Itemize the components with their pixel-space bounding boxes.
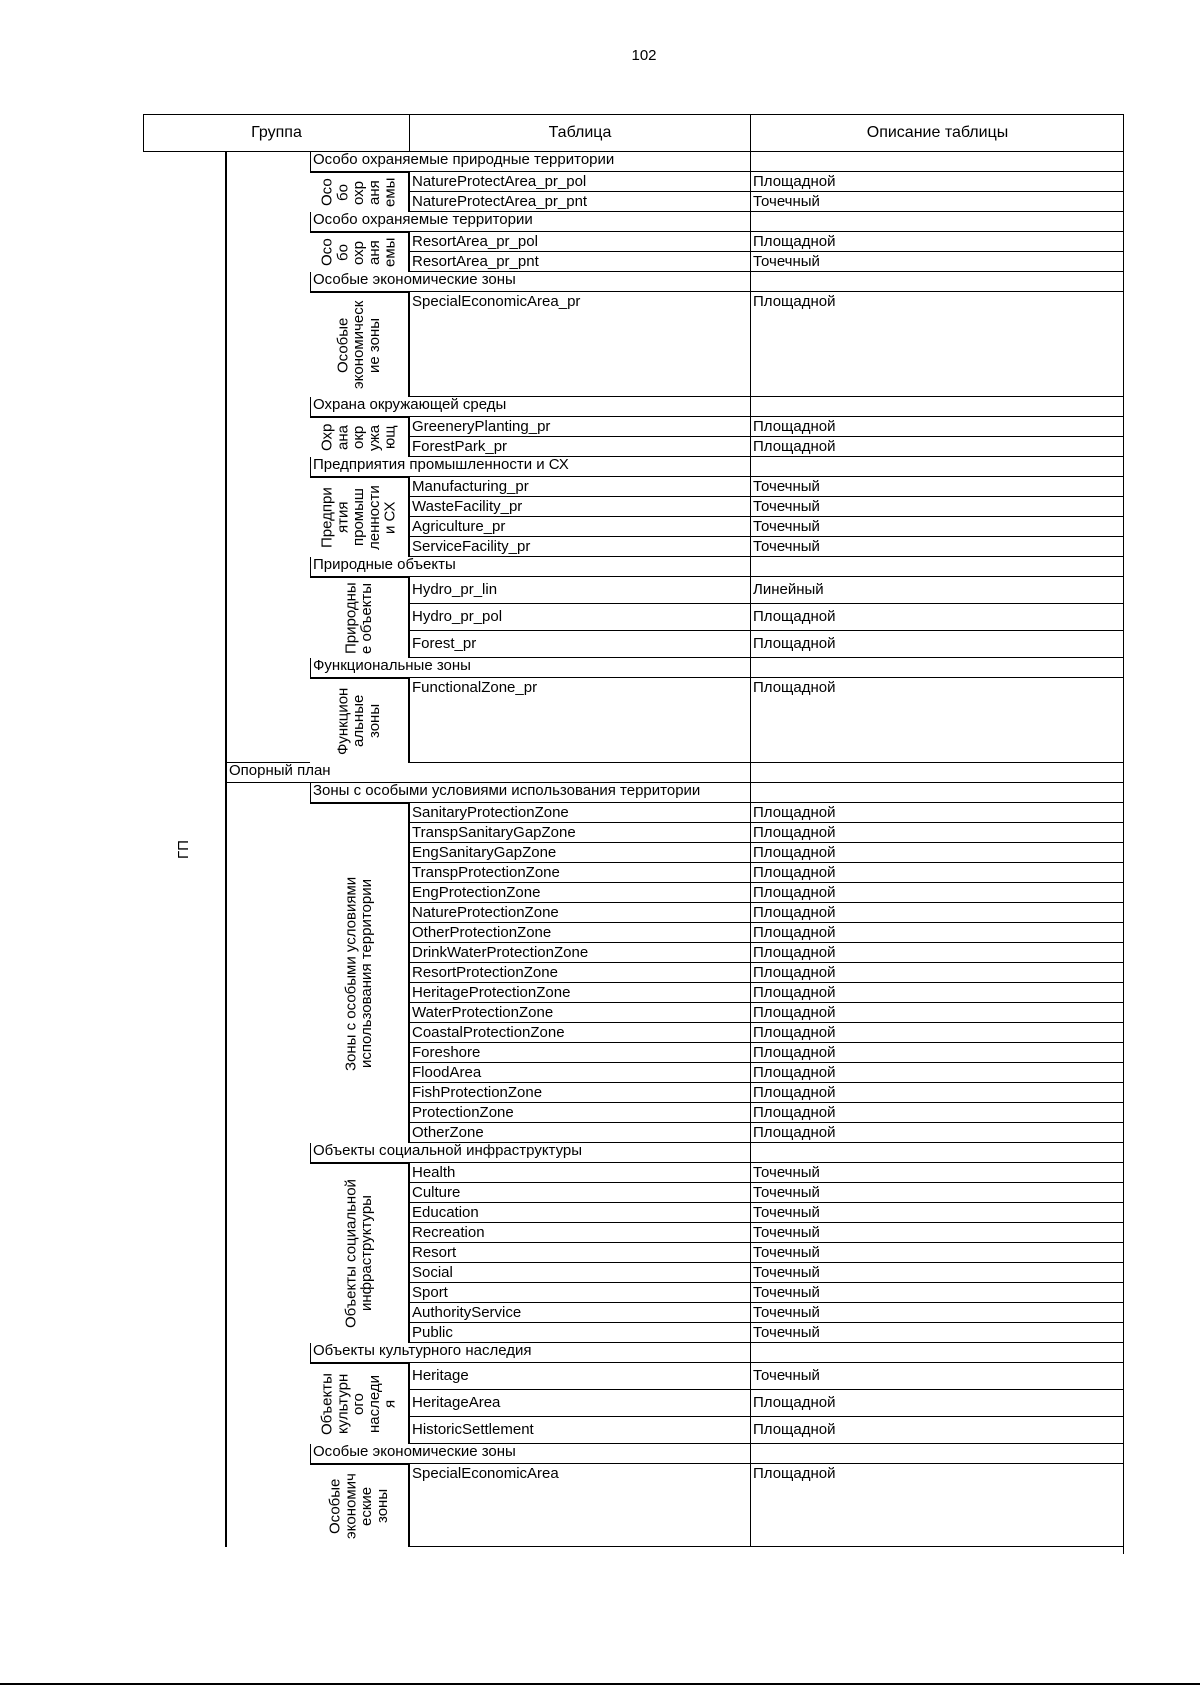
section-title: Природные объекты bbox=[310, 557, 750, 577]
section-title: Предприятия промышленности и СХ bbox=[310, 457, 750, 477]
table-description-cell: Площадной bbox=[750, 943, 1124, 963]
table-name-cell: NatureProtectArea_pr_pol bbox=[409, 172, 750, 192]
table-name-cell: Agriculture_pr bbox=[409, 517, 750, 537]
table-description-cell: Площадной bbox=[750, 1390, 1124, 1417]
subgroup-blank bbox=[226, 152, 310, 763]
table-description-cell: Площадной bbox=[750, 604, 1124, 631]
table-description-cell: Точечный bbox=[750, 252, 1124, 272]
section-title: Особые экономические зоны bbox=[310, 272, 750, 292]
section-title-description bbox=[750, 152, 1124, 172]
table-name-cell: HeritageProtectionZone bbox=[409, 983, 750, 1003]
table-description-cell: Точечный bbox=[750, 192, 1124, 212]
table-name-cell: CoastalProtectionZone bbox=[409, 1023, 750, 1043]
table-name-cell: FunctionalZone_pr bbox=[409, 678, 750, 763]
table-description-cell: Точечный bbox=[750, 1223, 1124, 1243]
table-name-cell: TranspProtectionZone bbox=[409, 863, 750, 883]
table-name-cell: ServiceFacility_pr bbox=[409, 537, 750, 557]
table-description-cell: Площадной bbox=[750, 631, 1124, 658]
table-description-cell: Точечный bbox=[750, 477, 1124, 497]
section-title-description bbox=[750, 1343, 1124, 1363]
table-description-cell: Площадной bbox=[750, 843, 1124, 863]
section-title: Охрана окружающей среды bbox=[310, 397, 750, 417]
table-description-cell: Площадной bbox=[750, 1083, 1124, 1103]
table-name-cell: ResortProtectionZone bbox=[409, 963, 750, 983]
table-description-cell: Площадной bbox=[750, 1063, 1124, 1083]
table-name-cell: ResortArea_pr_pol bbox=[409, 232, 750, 252]
page-number: 102 bbox=[631, 47, 657, 64]
table-description-cell: Точечный bbox=[750, 1163, 1124, 1183]
section-vertical-label: Особые экономическ ие зоны bbox=[310, 292, 409, 397]
table-name-cell: SanitaryProtectionZone bbox=[409, 803, 750, 823]
table-description-cell: Площадной bbox=[750, 983, 1124, 1003]
table-name-cell: WasteFacility_pr bbox=[409, 497, 750, 517]
section-title: Особые экономические зоны bbox=[310, 1444, 750, 1464]
table-name-cell: Manufacturing_pr bbox=[409, 477, 750, 497]
section-vertical-label: Осо бо охр аня емы bbox=[310, 172, 409, 212]
table-name-cell: ResortArea_pr_pnt bbox=[409, 252, 750, 272]
table-name-cell: SpecialEconomicArea bbox=[409, 1464, 750, 1547]
support-plan-description bbox=[750, 763, 1124, 783]
section-title-description bbox=[750, 1143, 1124, 1163]
table-description-cell: Точечный bbox=[750, 1203, 1124, 1223]
table-name-cell: Health bbox=[409, 1163, 750, 1183]
table-name-cell: WaterProtectionZone bbox=[409, 1003, 750, 1023]
table-description-cell: Точечный bbox=[750, 537, 1124, 557]
table-description-cell: Точечный bbox=[750, 1243, 1124, 1263]
table-description-cell: Площадной bbox=[750, 678, 1124, 763]
header-table: Таблица bbox=[409, 115, 750, 152]
section-vertical-label: Особые экономич еские зоны bbox=[310, 1464, 409, 1547]
table-description-cell: Площадной bbox=[750, 1023, 1124, 1043]
table-name-cell: NatureProtectArea_pr_pnt bbox=[409, 192, 750, 212]
section-title-description bbox=[750, 557, 1124, 577]
table-description-cell: Площадной bbox=[750, 823, 1124, 843]
table-name-cell: ForestPark_pr bbox=[409, 437, 750, 457]
table-description-cell: Площадной bbox=[750, 883, 1124, 903]
table-name-cell: Resort bbox=[409, 1243, 750, 1263]
section-vertical-label: Объекты культурн ого наследи я bbox=[310, 1363, 409, 1444]
section-title: Объекты культурного наследия bbox=[310, 1343, 750, 1363]
table-name-cell: Culture bbox=[409, 1183, 750, 1203]
table-description-cell: Точечный bbox=[750, 517, 1124, 537]
table-name-cell: ProtectionZone bbox=[409, 1103, 750, 1123]
table-name-cell: Social bbox=[409, 1263, 750, 1283]
section-title: Особо охраняемые природные территории bbox=[310, 152, 750, 172]
section-vertical-label: Зоны с особыми условиями использования территории bbox=[310, 803, 409, 1143]
table-name-cell: FishProtectionZone bbox=[409, 1083, 750, 1103]
section-title-description bbox=[750, 783, 1124, 803]
section-title: Объекты социальной инфраструктуры bbox=[310, 1143, 750, 1163]
table-description-cell: Площадной bbox=[750, 1417, 1124, 1444]
section-title-description bbox=[750, 272, 1124, 292]
header-group: Группа bbox=[143, 115, 409, 152]
table-name-cell: GreeneryPlanting_pr bbox=[409, 417, 750, 437]
table-description-cell: Точечный bbox=[750, 1283, 1124, 1303]
section-title-description bbox=[750, 212, 1124, 232]
table-description-cell: Точечный bbox=[750, 1323, 1124, 1343]
table-name-cell: EngProtectionZone bbox=[409, 883, 750, 903]
section-vertical-label: Природны е объекты bbox=[310, 577, 409, 658]
table-description-cell: Площадной bbox=[750, 1123, 1124, 1143]
section-vertical-label: Предпри ятия промыш ленности и СХ bbox=[310, 477, 409, 557]
table-name-cell: Recreation bbox=[409, 1223, 750, 1243]
table-name-cell: NatureProtectionZone bbox=[409, 903, 750, 923]
section-title-description bbox=[750, 457, 1124, 477]
table-name-cell: Forest_pr bbox=[409, 631, 750, 658]
section-vertical-label: Объекты социальной инфраструктуры bbox=[310, 1163, 409, 1343]
section-vertical-label: Осо бо охр аня емы bbox=[310, 232, 409, 272]
table-name-cell: HeritageArea bbox=[409, 1390, 750, 1417]
section-title: Функциональные зоны bbox=[310, 658, 750, 678]
table-description-cell: Точечный bbox=[750, 1303, 1124, 1323]
table-name-cell: OtherZone bbox=[409, 1123, 750, 1143]
table-name-cell: Hydro_pr_lin bbox=[409, 577, 750, 604]
table-description-cell: Площадной bbox=[750, 1103, 1124, 1123]
section-vertical-label: Функцион альные зоны bbox=[310, 678, 409, 763]
table-description-cell: Площадной bbox=[750, 417, 1124, 437]
table-description-cell: Площадной bbox=[750, 232, 1124, 252]
table-name-cell: Education bbox=[409, 1203, 750, 1223]
table-description-cell: Площадной bbox=[750, 803, 1124, 823]
section-title-description bbox=[750, 1444, 1124, 1464]
table-description-cell: Площадной bbox=[750, 172, 1124, 192]
table-description-cell: Линейный bbox=[750, 577, 1124, 604]
table-name-cell: AuthorityService bbox=[409, 1303, 750, 1323]
table-name-cell: FloodArea bbox=[409, 1063, 750, 1083]
page-bottom-rule bbox=[0, 1683, 1200, 1685]
table-description-cell: Площадной bbox=[750, 1464, 1124, 1547]
table-name-cell: EngSanitaryGapZone bbox=[409, 843, 750, 863]
table-name-cell: DrinkWaterProtectionZone bbox=[409, 943, 750, 963]
table-name-cell: Hydro_pr_pol bbox=[409, 604, 750, 631]
section-vertical-label: Охр ана окр ужа ющ bbox=[310, 417, 409, 457]
document-table bbox=[143, 114, 1124, 1554]
support-plan-label: Опорный план bbox=[226, 763, 750, 783]
table-name-cell: Sport bbox=[409, 1283, 750, 1303]
section-title: Особо охраняемые территории bbox=[310, 212, 750, 232]
gp-group-label: ГП bbox=[143, 152, 226, 1547]
table-description-cell: Площадной bbox=[750, 903, 1124, 923]
table-description-cell: Площадной bbox=[750, 1003, 1124, 1023]
table-description-cell: Площадной bbox=[750, 863, 1124, 883]
table-name-cell: HistoricSettlement bbox=[409, 1417, 750, 1444]
table-description-cell: Точечный bbox=[750, 1363, 1124, 1390]
table-description-cell: Площадной bbox=[750, 437, 1124, 457]
table-name-cell: TranspSanitaryGapZone bbox=[409, 823, 750, 843]
header-description: Описание таблицы bbox=[750, 115, 1124, 152]
section-title-description bbox=[750, 658, 1124, 678]
table-name-cell: SpecialEconomicArea_pr bbox=[409, 292, 750, 397]
table-description-cell: Точечный bbox=[750, 497, 1124, 517]
table-name-cell: Heritage bbox=[409, 1363, 750, 1390]
table-description-cell: Площадной bbox=[750, 1043, 1124, 1063]
section-title: Зоны с особыми условиями использования территории bbox=[310, 783, 750, 803]
table-description-cell: Точечный bbox=[750, 1183, 1124, 1203]
section-title-description bbox=[750, 397, 1124, 417]
subgroup-blank bbox=[226, 783, 310, 1547]
table-name-cell: Public bbox=[409, 1323, 750, 1343]
table-description-cell: Площадной bbox=[750, 292, 1124, 397]
table-name-cell: OtherProtectionZone bbox=[409, 923, 750, 943]
table-name-cell: Foreshore bbox=[409, 1043, 750, 1063]
table-description-cell: Площадной bbox=[750, 923, 1124, 943]
table-description-cell: Точечный bbox=[750, 1263, 1124, 1283]
table-description-cell: Площадной bbox=[750, 963, 1124, 983]
